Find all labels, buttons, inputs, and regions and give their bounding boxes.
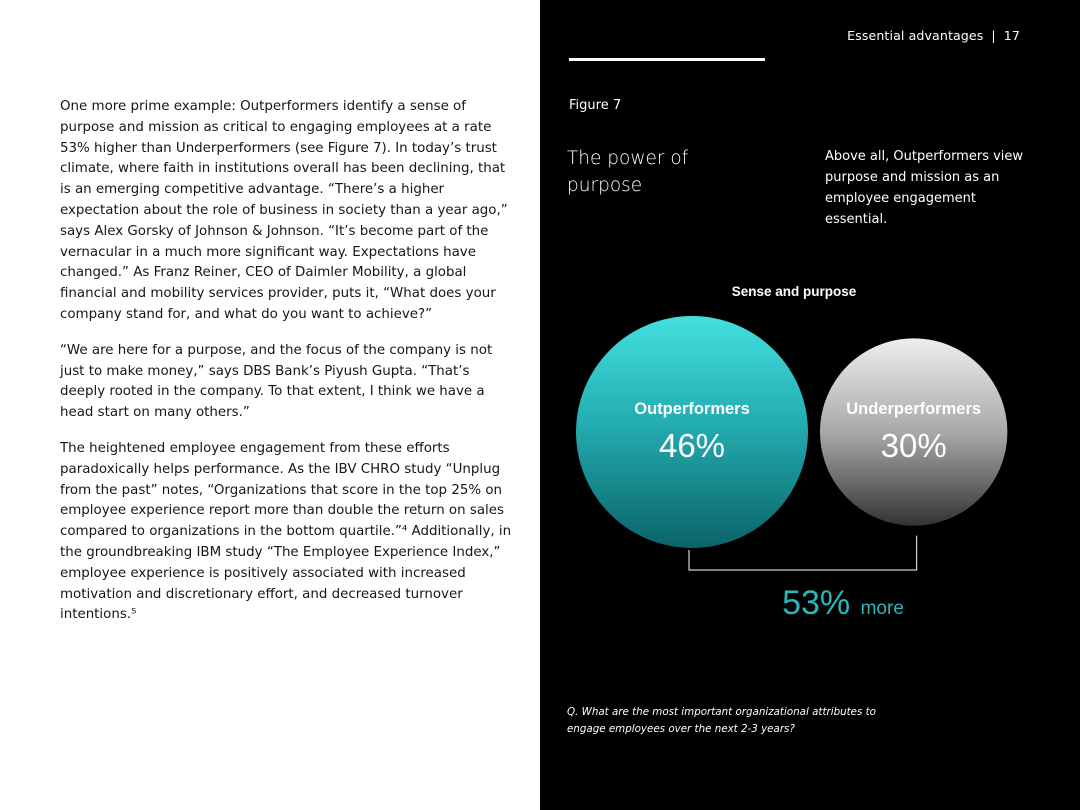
comparison-suffix: more [860, 598, 904, 619]
underperformers-label: Underperformers [846, 400, 982, 418]
page-header [847, 28, 1020, 43]
comparison-value: 53% [782, 584, 851, 622]
figure-panel [540, 0, 1080, 810]
body-paragraph: The heightened employee engagement from these efforts paradoxically helps performance. As the IBV CHRO study “Unplug from the past” notes, “Organizations that score in the top 25% on employee experience report more than double the return on sales compared to organizations in the bottom quartile.”⁴ Additionally, in the groundbreaking IBM study “The Employee Experience Index,” employee experience is positively associated with increased motivation and discretionary effort, and decreased turnover intentions.⁵ [60, 440, 512, 623]
article-body [60, 97, 518, 641]
outperformers-value: 46% [658, 427, 726, 464]
comparison-label [782, 584, 904, 622]
figure-label: Figure 7 [569, 98, 622, 113]
outperformers-label: Outperformers [634, 400, 750, 418]
figure-description: Above all, Outperformers view purpose and mission as an employee engagement essential. [825, 149, 1024, 227]
page-number: 17 [1003, 28, 1020, 43]
header-rule [569, 58, 765, 61]
bubble-chart [540, 270, 1080, 640]
section-title: Essential advantages [847, 28, 984, 43]
survey-question: Q. What are the most important organizational attributes to engage employees over the next 2-3 years? [567, 706, 876, 735]
figure-title: The power of purpose [567, 148, 689, 196]
header-separator: | [991, 28, 996, 43]
body-paragraph: “We are here for a purpose, and the focus of the company is not just to make money,” says DBS Bank’s Piyush Gupta. “That’s deeply rooted in the company. To that extent, I think we have a head start on many others.” [60, 342, 493, 421]
chart-title: Sense and purpose [731, 284, 857, 299]
underperformers-value: 30% [880, 427, 947, 464]
body-paragraph: One more prime example: Outperformers identify a sense of purpose and mission as critical to engaging employees at a rate 53% higher than Underperformers (see Figure 7). In today’s trust climate, where faith in institutions overall has been declining, that is an emerging competitive advantage. “There’s a higher expectation about the role of business in society than a year ago,” says Alex Gorsky of Johnson & Johnson. “It’s become part of the vernacular in a much more significant way. Expectations have changed.” As Franz Reiner, CEO of Daimler Mobility, a global financial and mobility services provider, puts it, “What does your company stand for, and what do you want to achieve?” [60, 99, 508, 322]
